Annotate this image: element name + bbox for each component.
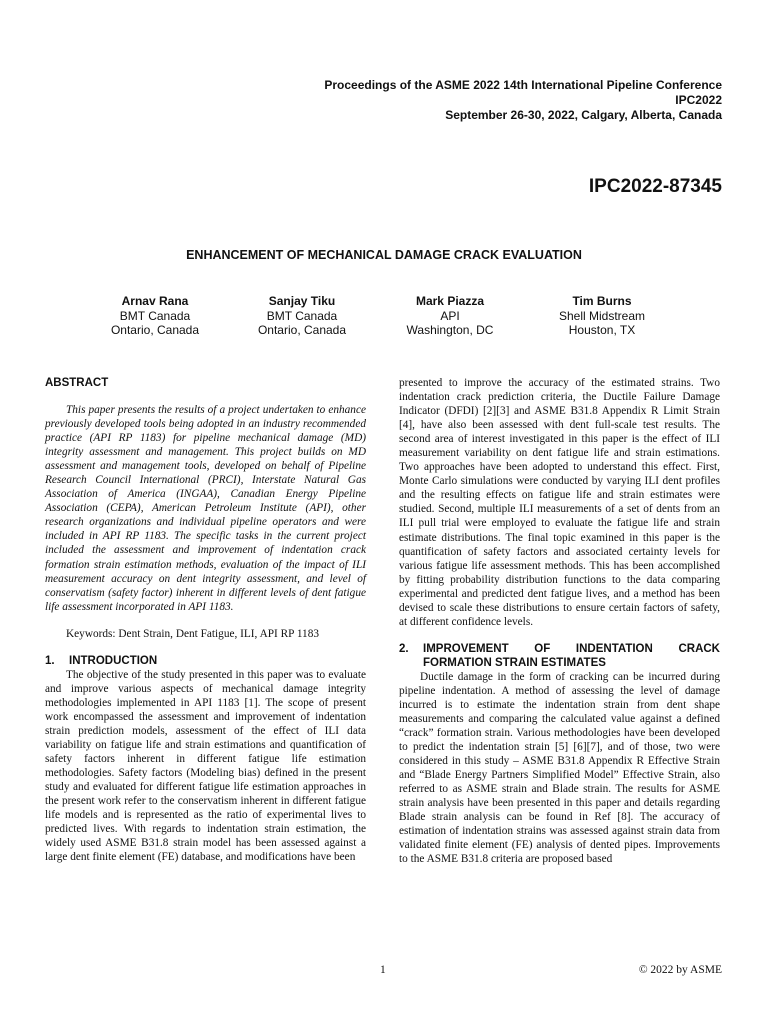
left-column — [45, 376, 366, 864]
conference-header — [324, 78, 722, 123]
author-block — [522, 294, 682, 338]
author-name: Tim Burns — [572, 294, 632, 308]
introduction-continued-text: presented to improve the accuracy of the estimated strains. Two indentation crack prediction criteria, the Ductile Failure Damage Indicator (DFDI) [2][3] and ASME B31.8 Appendix R Limit Strain [4], have also been assessed with dent full-scale test results. The second area of interest investigated in this paper is the effect of ILI measurement variability on dent fatigue life and strain estimations. Two approaches have been adopted to understand this effect. First, Monte Carlo simulations were conducted by varying ILI dent profiles and the resulting effects on fatigue life and strain estimates were studied. Second, multiple ILI measurements of a set of dents from an ILI pull trial were employed to evaluate the fatigue life and strain estimate distributions. The final topic examined in this paper is the quantification of safety factors and associated certainty levels for various fatigue life assessment methods. This has been accomplished by fitting probability distribution functions to the data comparing experimental and predicted dent fatigue lives, and a method has been devised to scale these distributions to ensure certain factors of safety, at different confidence levels. — [399, 377, 720, 628]
author-affiliation: BMT Canada — [266, 308, 338, 323]
author-block — [370, 294, 530, 338]
introduction-text: The objective of the study presented in this paper was to evaluate and improve various aspects of mechanical damage integrity methodologies implemented in API 1183 [1]. The scope of present work encompassed the assessment and improvement of indentation strain prediction models, assessment of the effect of ILI data variability on fatigue life and strain estimations and quantification of safety factors inherent in different fatigue life estimation methodologies. Safety factors (Modeling bias) defined in the present study and evaluated for different fatigue life estimation approaches in the present work refer to the conservatism inherent in different fatigue life models and is represented as the ratio of experimental lives to predicted lives. With regards to indentation strain estimation, the widely used ASME B31.8 strain model has been assessed against a large dent finite element (FE) database, and modifications have been — [45, 668, 366, 864]
author-affiliation: Shell Midstream — [558, 308, 646, 323]
copyright-notice: © 2022 by ASME — [638, 964, 722, 976]
section-number: 2. — [399, 642, 409, 655]
author-block — [75, 294, 235, 338]
author-affiliation: BMT Canada — [119, 308, 191, 323]
abstract-text: This paper presents the results of a project undertaken to enhance previously developed tools being adopted in an industry recommended practice (API RP 1183) for pipeline mechanical damage (MD) integrity assessment and management. This project builds on MD assessment and management tools, developed on behalf of Pipeline Research Council International (PRCI), Interstate Natural Gas Association of America (INGAA), Canadian Energy Pipeline Association (CEPA), American Petroleum Institute (API), other research organizations and individual pipeline operators and were included in API RP 1183. The specific tasks in the current project included the assessment and improvement of indentation crack formation strain estimation methods, evaluation of the impact of ILI measurement accuracy on dent integrity assessment, and level of conservatism (safety factor) inherent in different levels of dent fatigue life assessment incorporated in API 1183. — [45, 404, 366, 613]
paper-title: ENHANCEMENT OF MECHANICAL DAMAGE CRACK EVALUATION — [186, 248, 582, 262]
author-location: Houston, TX — [568, 323, 636, 337]
abstract-heading: ABSTRACT — [45, 377, 109, 389]
section2-text: Ductile damage in the form of cracking can be incurred during pipeline indentation. A method of assessing the level of damage incurred is to estimate the indentation strain from dent shape measurements and comparing the calculated value against a defined “crack” formation strain. Various methodologies have been developed to predict the indentation strain [5] [6][7], and of those, two were considered in this study – ASME B31.8 Appendix R Effective Strain and “Blade Energy Partners Simplified Model” Effective Strain, also referred to as ASME strain and Blade strain. The results for ASME strain analysis have been presented in this paper and details regarding Blade strain analysis can be found in Ref [8]. The accuracy of estimation of indentation strains was assessed against strain data from validated finite element (FE) analysis of dented pipes. Improvements to the ASME B31.8 criteria are proposed based — [399, 670, 720, 866]
section-title: INTRODUCTION — [69, 654, 158, 667]
section-title: IMPROVEMENT OF INDENTATION CRACK FORMATION STRAIN ESTIMATES — [423, 642, 720, 669]
conference-dates-location: September 26-30, 2022, Calgary, Alberta, Canada — [445, 108, 722, 122]
section2-heading — [399, 642, 720, 670]
author-affiliation: API — [440, 308, 460, 323]
author-location: Ontario, Canada — [257, 323, 347, 337]
paper-id: IPC2022-87345 — [588, 176, 722, 197]
section-number: 1. — [45, 654, 55, 667]
author-name: Sanjay Tiku — [268, 294, 336, 308]
keywords: Keywords: Dent Strain, Dent Fatigue, ILI, API RP 1183 — [66, 627, 320, 640]
author-name: Mark Piazza — [415, 294, 485, 308]
author-name: Arnav Rana — [121, 294, 189, 308]
conference-name: Proceedings of the ASME 2022 14th International Pipeline Conference — [324, 78, 722, 92]
author-location: Ontario, Canada — [110, 323, 200, 337]
right-column — [399, 376, 720, 867]
introduction-heading — [45, 654, 366, 668]
author-block — [222, 294, 382, 338]
conference-short-name: IPC2022 — [675, 93, 722, 107]
author-location: Washington, DC — [406, 323, 494, 337]
page-number: 1 — [380, 964, 386, 976]
